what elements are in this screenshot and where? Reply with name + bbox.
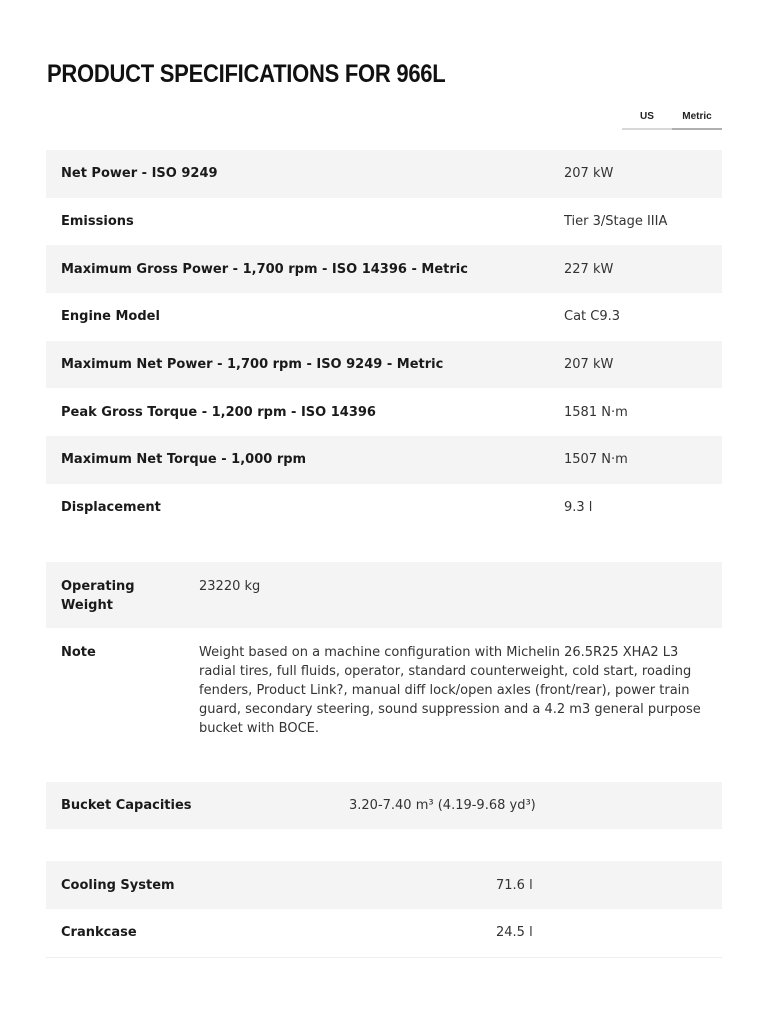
engine-spec-table — [46, 150, 722, 532]
spec-value: Cat C9.3 — [564, 309, 621, 325]
service-capacities-table — [46, 861, 722, 958]
spec-value: Tier 3/Stage IIIA — [564, 214, 668, 230]
spec-label: Maximum Gross Power - 1,700 rpm - ISO 14396 - Metric — [46, 245, 549, 293]
table-row — [46, 562, 722, 628]
spec-value: 1581 N·m — [564, 404, 628, 420]
spec-value: 227 kW — [549, 245, 722, 293]
table-row — [46, 150, 722, 198]
spec-label: Emissions — [61, 214, 134, 230]
table-row — [46, 484, 722, 532]
spec-label: Operating Weight — [46, 562, 184, 628]
unit-us-option[interactable]: US — [640, 111, 654, 122]
spec-label: Displacement — [61, 500, 161, 516]
spec-value: 207 kW — [549, 150, 722, 198]
table-row — [46, 861, 722, 909]
table-row — [46, 198, 722, 246]
spec-label: Bucket Capacities — [46, 782, 334, 829]
spec-value: 71.6 l — [481, 861, 722, 909]
table-row — [46, 245, 722, 293]
table-row — [46, 293, 722, 341]
table-row — [46, 436, 722, 484]
spec-label: Net Power - ISO 9249 — [46, 150, 549, 198]
spec-label: Note — [61, 645, 96, 660]
spec-label: Crankcase — [46, 909, 481, 957]
spec-label: Maximum Net Torque - 1,000 rpm — [46, 436, 549, 484]
page-title: PRODUCT SPECIFICATIONS FOR 966L — [47, 60, 446, 88]
spec-value: 1507 N·m — [549, 436, 722, 484]
table-row — [46, 388, 722, 436]
spec-label: Cooling System — [46, 861, 481, 909]
spec-value: 9.3 l — [564, 500, 593, 516]
spec-note-text: Weight based on a machine configuration with Michelin 26.5R25 XHA2 L3 radial tires, full fluids, operator, standard counterweight, cold start, roading fenders, Product Link?, manual diff lock/open axles (front/rear), power train guard, secondary steering, sound suppression and a 4.2 m3 general purpose bucket with BOCE. — [199, 645, 701, 736]
weight-spec-table — [46, 562, 722, 768]
table-row — [46, 909, 722, 957]
spec-label: Engine Model — [61, 309, 160, 325]
table-row — [46, 628, 722, 768]
unit-metric-option[interactable]: Metric — [672, 106, 722, 130]
bucket-spec-table — [46, 782, 722, 829]
spec-value: 23220 kg — [184, 562, 722, 628]
table-row — [46, 341, 722, 389]
spec-value: 207 kW — [549, 341, 722, 389]
spec-value: 24.5 l — [481, 909, 722, 957]
spec-value: 3.20-7.40 m³ (4.19-9.68 yd³) — [334, 782, 722, 829]
spec-label: Maximum Net Power - 1,700 rpm - ISO 9249 - Metric — [46, 341, 549, 389]
table-row — [46, 782, 722, 829]
unit-toggle — [622, 106, 722, 130]
spec-label: Peak Gross Torque - 1,200 rpm - ISO 14396 — [61, 404, 376, 420]
